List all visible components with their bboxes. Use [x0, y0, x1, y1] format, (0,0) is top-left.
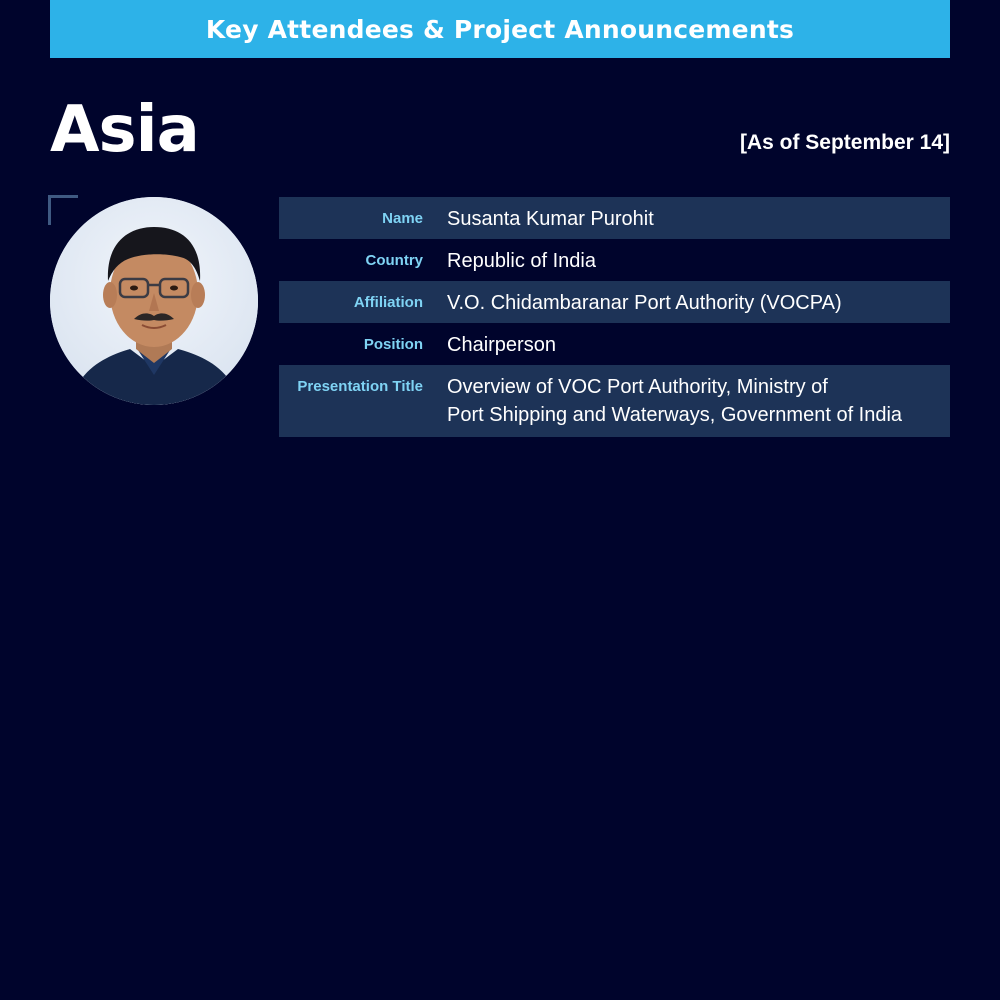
- header-banner: [50, 0, 950, 58]
- country-label: Country: [365, 252, 423, 269]
- name-value: Susanta Kumar Purohit: [447, 208, 654, 230]
- region-title: Asia: [50, 93, 199, 167]
- attendee-photo: [50, 197, 258, 405]
- as-of-date: [As of September 14]: [739, 131, 950, 154]
- row-name: [279, 197, 950, 239]
- banner-title: Key Attendees & Project Announcements: [205, 14, 795, 44]
- affiliation-value: V.O. Chidambaranar Port Authority (VOCPA): [447, 292, 842, 314]
- name-label: Name: [382, 210, 423, 227]
- position-label: Position: [363, 336, 423, 353]
- attendee-info-table: [279, 197, 950, 437]
- row-presentation-title: [279, 365, 950, 437]
- corner-bracket-decoration: [48, 195, 78, 225]
- affiliation-label: Affiliation: [353, 294, 423, 311]
- presentation-title-label: Presentation Title: [297, 378, 423, 395]
- position-value: Chairperson: [447, 334, 556, 356]
- presentation-title-line: Port Shipping and Waterways, Government of India: [447, 404, 903, 426]
- person-portrait-icon: [50, 197, 258, 405]
- presentation-title-value: [423, 365, 950, 429]
- country-value: Republic of India: [447, 250, 596, 272]
- row-affiliation: [279, 281, 950, 323]
- row-country: [279, 239, 950, 281]
- presentation-title-line: Overview of VOC Port Authority, Ministry of: [447, 376, 828, 398]
- row-position: [279, 323, 950, 365]
